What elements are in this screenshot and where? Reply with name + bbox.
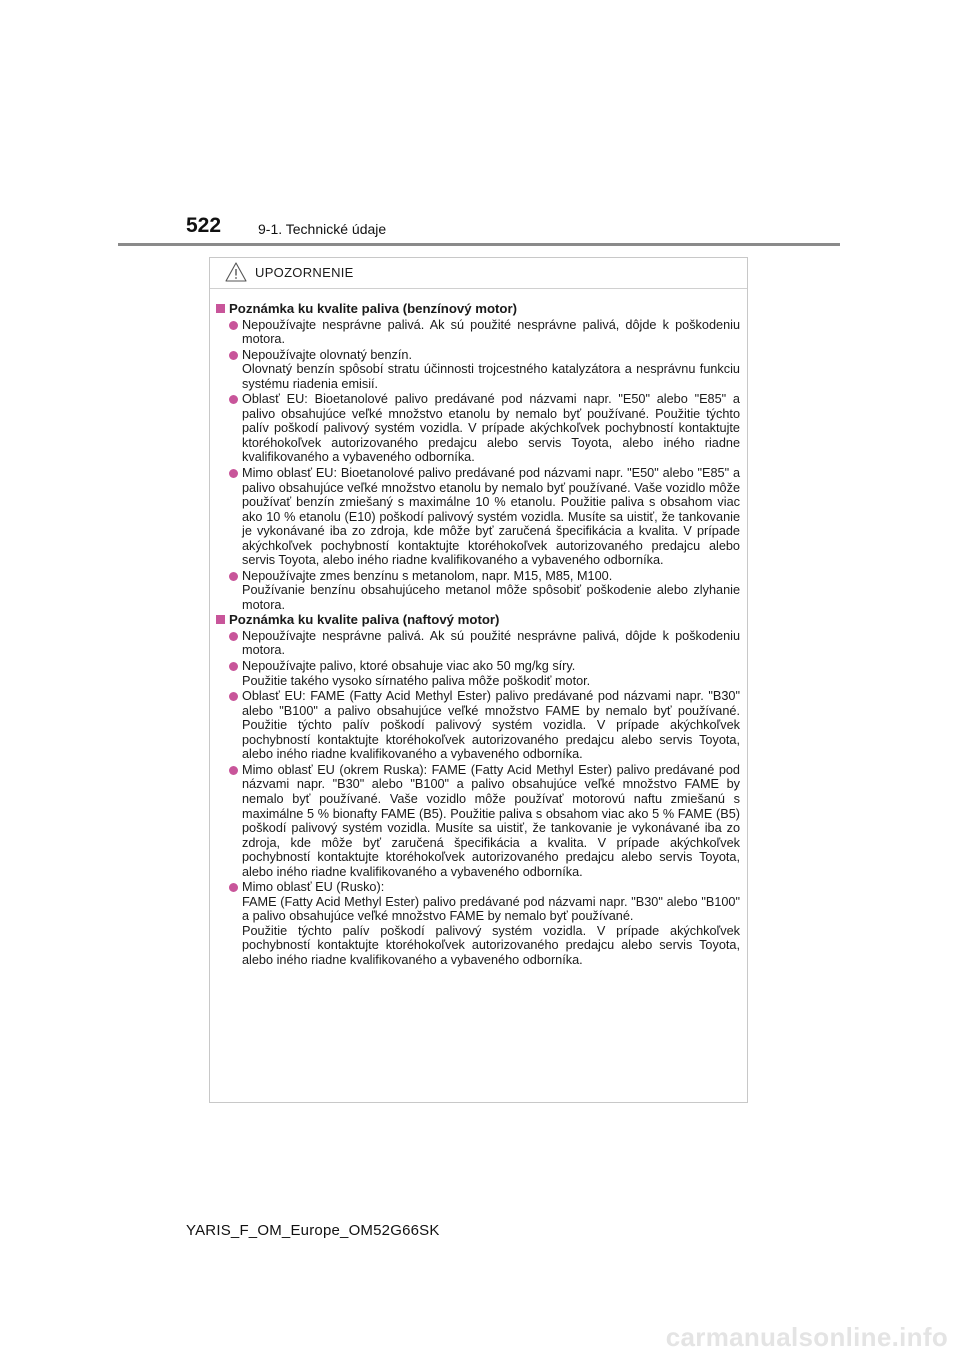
bullet-text: Oblasť EU: Bioetanolové palivo predávané pod názvami napr. "E50" alebo "E85" a palivo obsahujúce veľké množstvo etanolu by nemalo byť používané. Použitie týchto palív poškodí palivový systém vozidla. V prípade akýchkoľvek pochybností kontaktujte ktoréhokoľvek autorizovaného predajcu alebo servis Toyota, alebo iného riadne kvalifikovaného a vybaveného odborníka. <box>242 392 740 465</box>
bullet-text: Nepoužívajte zmes benzínu s metanolom, napr. M15, M85, M100. <box>242 568 613 583</box>
bullet-item <box>216 392 740 465</box>
warning-triangle-icon <box>225 262 247 282</box>
square-bullet-icon <box>216 615 225 624</box>
bullet-item <box>216 569 740 613</box>
section-heading-text: Poznámka ku kvalite paliva (naftový motor) <box>229 612 500 628</box>
warning-body <box>210 289 747 968</box>
bullet-text: Používanie benzínu obsahujúceho metanol môže spôsobiť poškodenie alebo zlyhanie motora. <box>242 583 740 612</box>
section-heading <box>216 301 740 317</box>
bullet-text: Nepoužívajte nesprávne palivá. Ak sú použité nesprávne palivá, dôjde k poškodeniu motora. <box>242 317 740 347</box>
round-bullet-icon <box>229 632 238 641</box>
bullet-item <box>216 466 740 568</box>
bullet-item <box>216 689 740 762</box>
round-bullet-icon <box>229 766 238 775</box>
bullet-text: FAME (Fatty Acid Methyl Ester) palivo predávané pod názvami napr. "B30" alebo "B100" a palivo obsahujúce veľké množstvo FAME by nemalo byť používané. <box>242 894 740 924</box>
round-bullet-icon <box>229 469 238 478</box>
bullet-text: Nepoužívajte nesprávne palivá. Ak sú použité nesprávne palivá, dôjde k poškodeniu motora. <box>242 628 740 658</box>
bullet-text: Mimo oblasť EU (Rusko): <box>242 880 385 895</box>
bullet-text: Použitie takého vysoko sírnatého paliva môže poškodiť motor. <box>242 673 591 688</box>
warning-label: UPOZORNENIE <box>255 265 354 280</box>
section-heading-text: Poznámka ku kvalite paliva (benzínový motor) <box>229 301 518 316</box>
section-title: 9-1. Technické údaje <box>258 221 387 237</box>
bullet-item <box>216 659 740 688</box>
bullet-text: Nepoužívajte olovnatý benzín. <box>242 347 412 362</box>
warning-box <box>209 257 748 1103</box>
bullet-item <box>216 880 740 967</box>
bullet-text: Olovnatý benzín spôsobí stratu účinnosti trojcestného katalyzátora a nesprávnu funkciu systému riadenia emisií. <box>242 362 740 391</box>
section-heading <box>216 612 740 628</box>
round-bullet-icon <box>229 351 238 360</box>
round-bullet-icon <box>229 883 238 892</box>
round-bullet-icon <box>229 572 238 581</box>
bullet-text: Mimo oblasť EU: Bioetanolové palivo predávané pod názvami napr. "E50" alebo "E85" a palivo obsahujúce veľké množstvo etanolu by nemalo byť používané. Vaše vozidlo môže používať benzín zmiešaný s maximálne 10 % etanolu. Použitie paliva s obsahom viac ako 10 % etanolu (E10) poškodí palivový systém vozidla. Musíte sa uistiť, že tankovanie je vykonávané iba zo zdroja, kde môže byť zaručená špecifikácia a kvalita. V prípade akýchkoľvek pochybností kontaktujte ktoréhokoľvek autorizovaného predajcu alebo servis Toyota, alebo iného riadne kvalifikovaného a vybaveného odborníka. <box>242 465 740 568</box>
round-bullet-icon <box>229 692 238 701</box>
page-number: 522 <box>186 214 222 237</box>
bullet-text: Oblasť EU: FAME (Fatty Acid Methyl Ester) palivo predávané pod názvami napr. "B30" alebo "B100" a palivo obsahujúce veľké množstvo FAME by nemalo byť používané. Použitie týchto palív poškodí palivový systém vozidla. V prípade akýchkoľvek pochybností kontaktujte ktoréhokoľvek autorizovaného predajcu alebo servis Toyota, alebo iného riadne kvalifikovaného a vybaveného odborníka. <box>242 689 740 762</box>
document-code: YARIS_F_OM_Europe_OM52G66SK <box>186 1222 440 1239</box>
bullet-item <box>216 629 740 658</box>
bullet-text: Mimo oblasť EU (okrem Ruska): FAME (Fatty Acid Methyl Ester) palivo predávané pod názvami napr. "B30" alebo "B100" a palivo obsahujúce veľké množstvo FAME by nemalo byť používané. Vaše vozidlo môže používať motorovú naftu zmiešanú s maximálne 5 % bionafty FAME (B5). Použitie paliva s obsahom viac ako 5 % FAME (B5) poškodí palivový systém vozidla. Musíte sa uistiť, že tankovanie je vykonávané iba zo zdroja, kde môže byť zaručená špecifikácia a kvalita. V prípade akýchkoľvek pochybností kontaktujte ktoréhokoľvek autorizovaného predajcu alebo servis Toyota, alebo iného riadne kvalifikovaného a vybaveného odborníka. <box>242 762 740 879</box>
bullet-item <box>216 348 740 392</box>
square-bullet-icon <box>216 304 225 313</box>
watermark: carmanualsonline.info <box>665 1322 948 1352</box>
round-bullet-icon <box>229 662 238 671</box>
bullet-item <box>216 763 740 879</box>
round-bullet-icon <box>229 321 238 330</box>
bullet-text: Použitie týchto palív poškodí palivový systém vozidla. V prípade akýchkoľvek pochybností kontaktujte ktoréhokoľvek autorizovaného predajcu alebo servis Toyota, alebo iného riadne kvalifikovaného a vybaveného odborníka. <box>242 923 740 967</box>
header-rule <box>118 243 840 246</box>
bullet-item <box>216 318 740 347</box>
warning-header <box>210 258 747 289</box>
bullet-text: Nepoužívajte palivo, ktoré obsahuje viac ako 50 mg/kg síry. <box>242 659 576 674</box>
round-bullet-icon <box>229 395 238 404</box>
